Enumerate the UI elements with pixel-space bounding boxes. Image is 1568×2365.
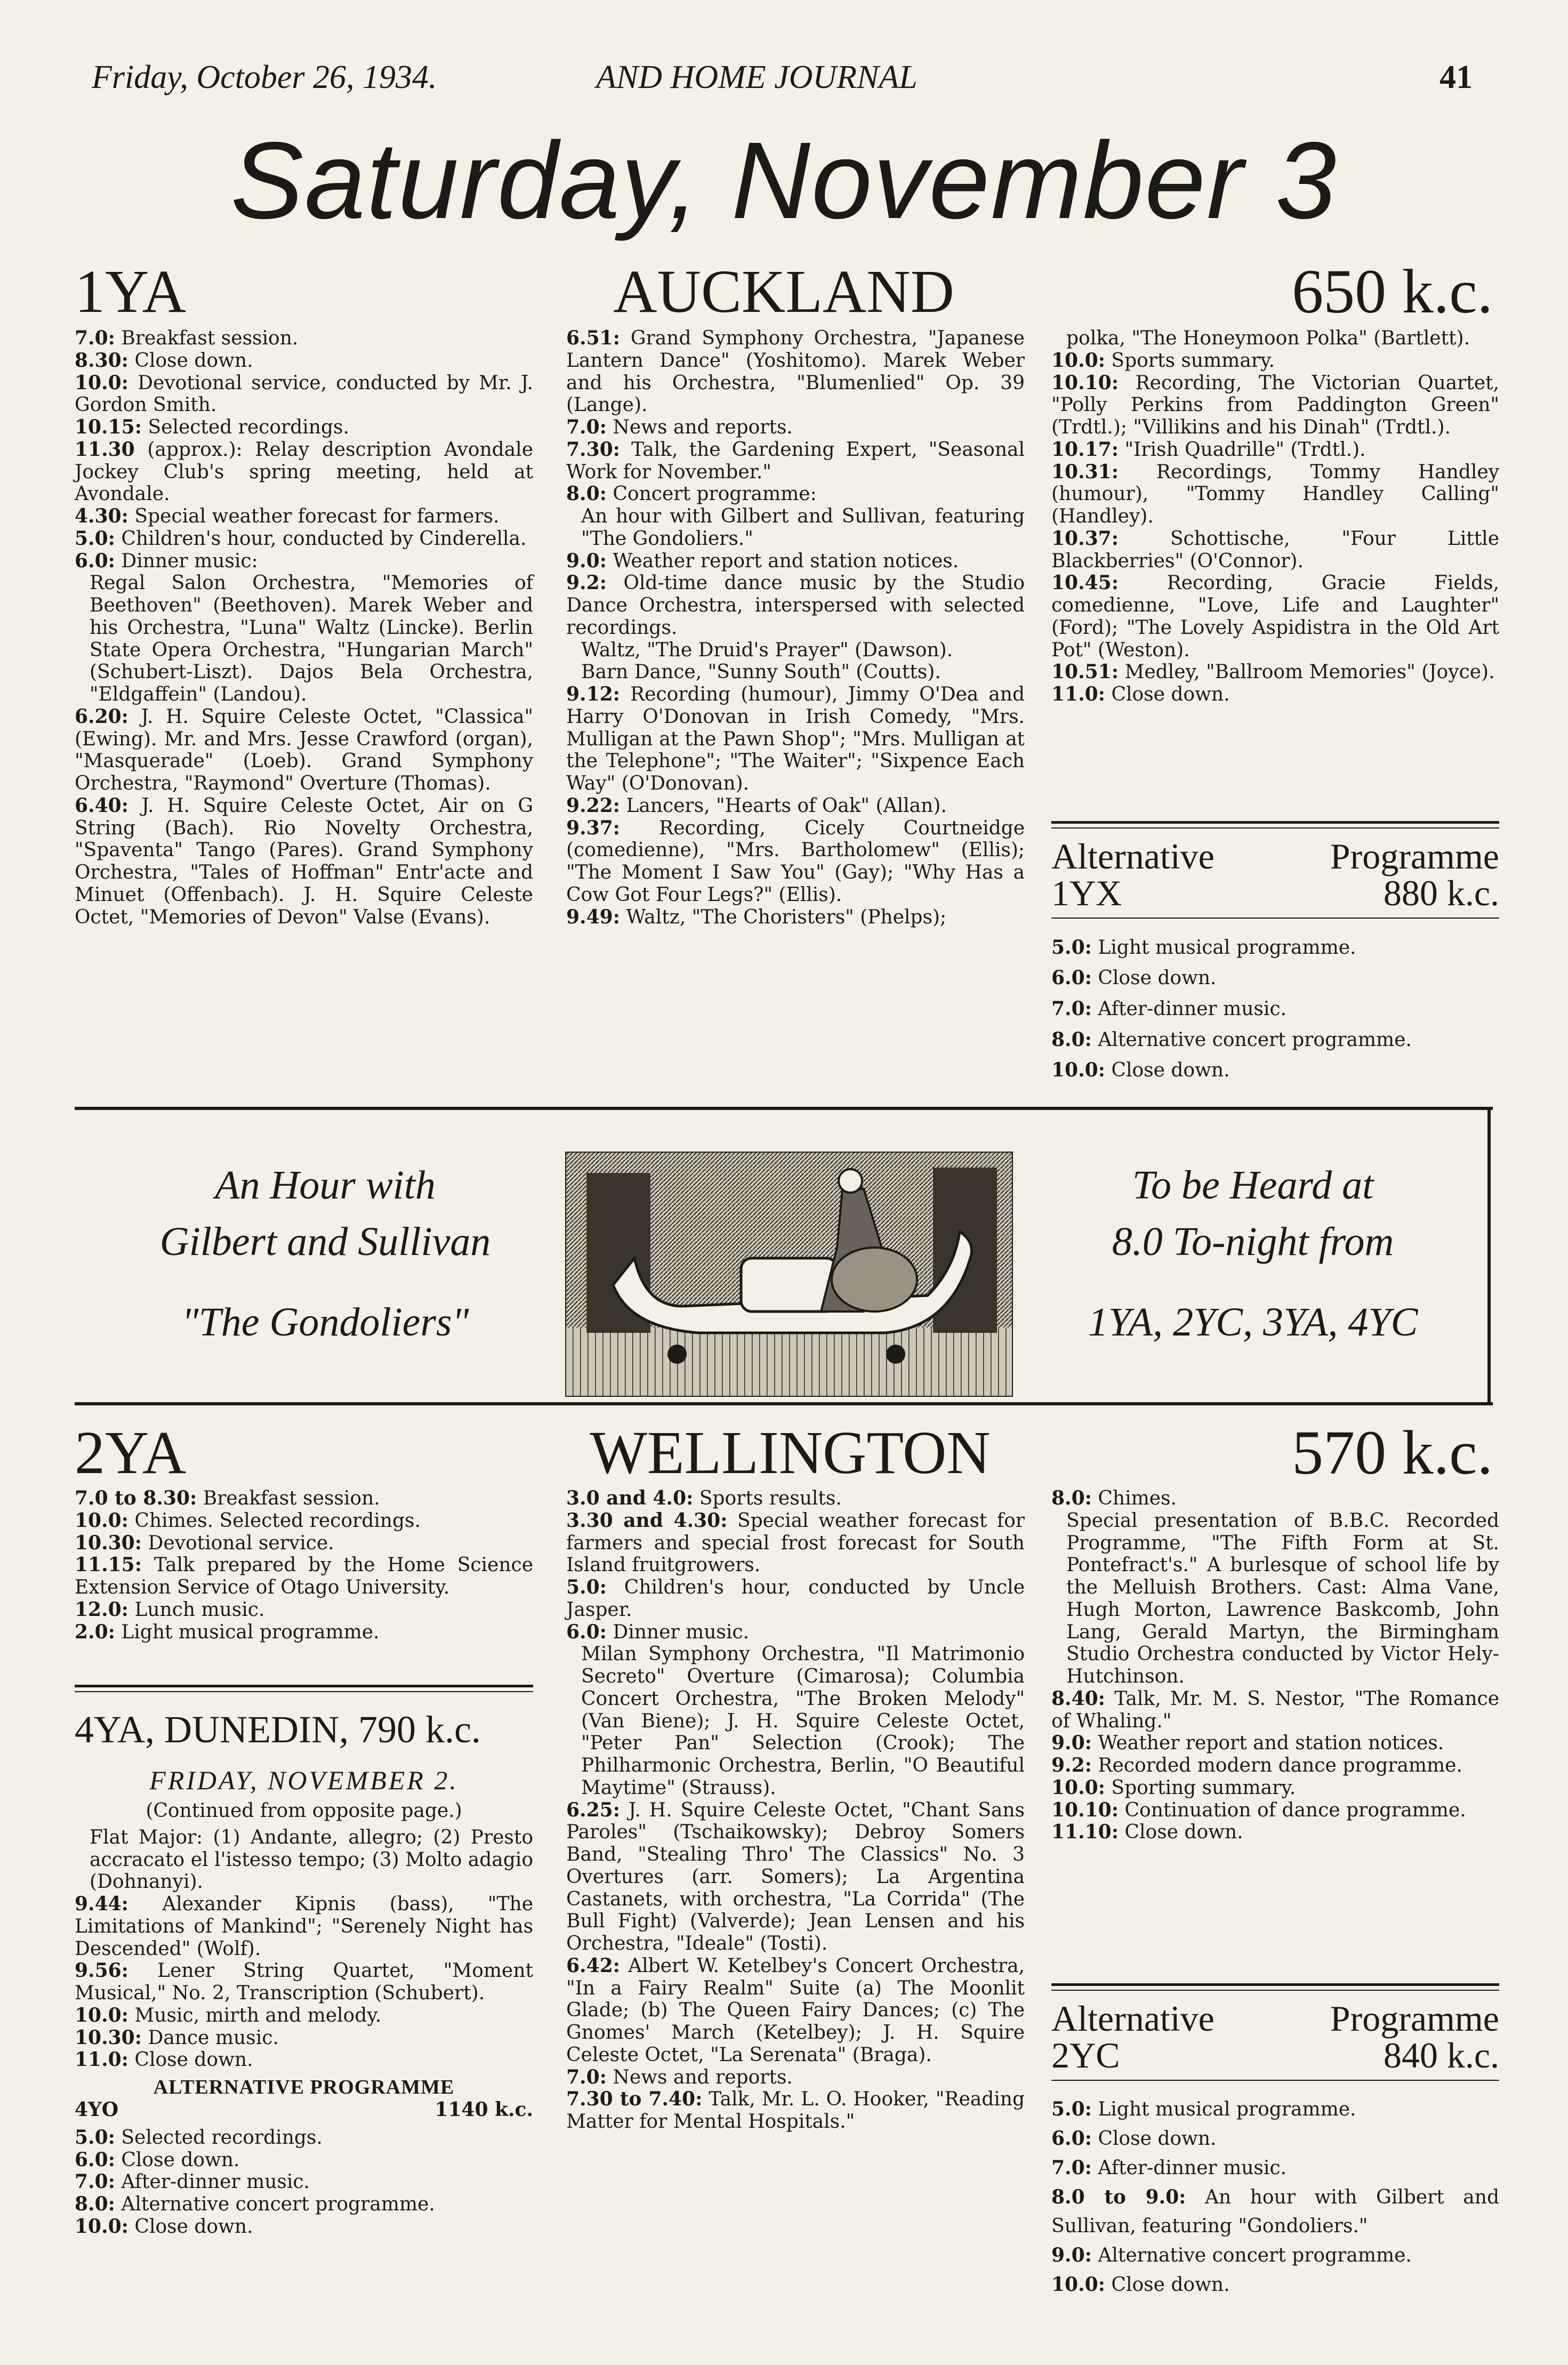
programme-entry: [566, 2088, 1025, 2133]
entry-time: 11.15:: [75, 1554, 142, 1576]
programme-entry: [566, 661, 1025, 683]
page-title: Saturday, November 3: [230, 119, 1338, 242]
dunedin-date: FRIDAY, NOVEMBER 2.: [149, 1765, 459, 1795]
alt-label: Programme: [1330, 1998, 1499, 2039]
page-number: 41: [1440, 59, 1473, 95]
entry-text: Barn Dance, "Sunny South" (Coutts).: [581, 661, 941, 683]
entry-text: Medley, "Ballroom Memories" (Joyce).: [1119, 661, 1495, 683]
programme-entry: [1051, 2095, 1499, 2124]
entry-time: 2.0:: [75, 1620, 115, 1643]
entry-time: 4.30:: [75, 505, 128, 527]
programme-entry: [566, 505, 1025, 550]
entry-text: J. H. Squire Celeste Octet, "Classica" (Ewing). Mr. and Mrs. Jesse Crawford (organ), "Masquerade" (Loeb). Grand Symphony Orchestra, "Raymond" Overture (Thomas).: [75, 705, 533, 794]
entry-text: Chimes. Selected recordings.: [128, 1509, 421, 1532]
entry-time: 7.0:: [566, 416, 607, 438]
entry-time: 11.0:: [1051, 683, 1105, 705]
entry-time: 9.2:: [566, 572, 607, 594]
entry-time: 8.0:: [1051, 1028, 1092, 1051]
programme-entry: [1051, 461, 1499, 528]
entry-text: Waltz, "The Choristers" (Phelps);: [620, 906, 947, 928]
entry-text: Talk prepared by the Home Science Extension Service of Otago University.: [75, 1554, 533, 1598]
programme-entry: [1051, 2270, 1499, 2299]
entry-time: 12.0:: [75, 1598, 128, 1621]
programme-entry: [1051, 1821, 1499, 1844]
programme-entry: [1051, 528, 1499, 573]
entry-text: Albert W. Ketelbey's Concert Orchestra, "In a Fairy Realm" Suite (a) The Moonlit Glade; (b) The Queen Fairy Dances; (c) The Gnomes' March (Ketelbey); J. H. Squire Celeste Octet, "La Serenata" (Braga).: [566, 1954, 1025, 2066]
station-city-auckland: AUCKLAND: [613, 258, 954, 325]
alt-call-4yo: 4YO: [75, 2098, 119, 2121]
programme-entry: [566, 639, 1025, 662]
entry-text: Special weather forecast for farmers and special frost forecast for South Island fruitgrowers.: [566, 1509, 1025, 1576]
programme-entry: [1051, 350, 1499, 372]
dunedin-heading: 4YA, DUNEDIN, 790 k.c.: [75, 1708, 481, 1751]
entry-time: 8.0:: [566, 482, 607, 505]
programme-entry: [566, 1955, 1025, 2066]
programme-entry: [75, 1532, 533, 1555]
programme-entry: [1051, 439, 1499, 461]
entry-time: 10.37:: [1051, 527, 1119, 550]
entry-text: Concert programme:: [606, 483, 817, 505]
entry-text: Close down.: [128, 2049, 253, 2071]
programme-entry: [566, 572, 1025, 639]
entry-text: Close down.: [1105, 1059, 1230, 1082]
entry-time: 7.0:: [566, 2065, 607, 2088]
entry-text: Dinner music:: [115, 550, 258, 572]
entry-text: Close down.: [128, 2215, 253, 2238]
entry-text: J. H. Squire Celeste Octet, "Chant Sans Paroles" (Tschaikowsky); Debroy Somers Band, "Stealing Thro' The Classics" No. 3 Overtures (arr. Somers); La Argentina Castanets, with orchestra, "La Corrida" (The Bull Fight) (Valverde); Jean Lensen and his Orchestra, "Ideale" (Tosti).: [566, 1799, 1025, 1954]
entry-text: Recorded modern dance programme.: [1091, 1755, 1462, 1776]
programme-entry: [75, 1621, 533, 1644]
programme-entry: [566, 550, 1025, 573]
entry-text: Continuation of dance programme.: [1119, 1799, 1466, 1821]
entry-time: 5.0:: [1051, 2097, 1092, 2120]
entry-time: 10.0:: [75, 1509, 128, 1532]
programme-entry: [566, 2066, 1025, 2089]
programme-entry: [566, 483, 1025, 505]
entry-time: 10.31:: [1051, 460, 1119, 483]
programme-entry: [75, 2027, 533, 2049]
alt-list-1yx: [1051, 932, 1499, 1086]
gondola-illustration: [565, 1152, 1013, 1397]
entry-time: 10.0:: [75, 371, 128, 394]
alt-label: Alternative: [1051, 836, 1215, 876]
entry-time: 5.0:: [75, 527, 115, 550]
entry-time: 6.51:: [566, 327, 620, 349]
programme-entry: [75, 1510, 533, 1532]
programme-entry: [75, 2149, 533, 2171]
entry-text: Talk, Mr. M. S. Nestor, "The Romance of Whaling.": [1051, 1687, 1499, 1732]
entry-text: Sporting summary.: [1105, 1776, 1296, 1799]
entry-text: Recording, Gracie Fields, comedienne, "Love, Life and Laughter" (Ford); "The Lovely Aspidistra in the Old Art Pot" (Weston).: [1051, 572, 1499, 661]
entry-text: Dinner music.: [606, 1621, 749, 1643]
entry-text: Old-time dance music by the Studio Dance Orchestra, interspersed with selected recordings.: [566, 572, 1025, 639]
entry-time: 9.0:: [1051, 1732, 1092, 1755]
entry-text: News and reports.: [606, 2066, 793, 2088]
entry-text: Lener String Quartet, "Moment Musical," No. 2, Transcription (Schubert).: [75, 1960, 533, 2004]
entry-text: (approx.): Relay description Avondale Jockey Club's spring meeting, held at Avondale.: [75, 438, 533, 505]
banner-bottom-rule: [75, 1402, 1493, 1405]
entry-text: After-dinner music.: [1091, 998, 1287, 1020]
programme-entry: [75, 572, 533, 706]
entry-time: 5.0:: [75, 2126, 115, 2149]
station-call-2ya: 2YA: [75, 1419, 187, 1486]
entry-text: Breakfast session.: [115, 327, 299, 349]
programme-entry: [1051, 1799, 1499, 1822]
programme-entry: [566, 817, 1025, 906]
entry-text: Children's hour, conducted by Uncle Jasper.: [566, 1576, 1025, 1621]
station-freq-2ya: 570 k.c.: [1292, 1418, 1493, 1487]
dunedin-alt-station: [75, 2099, 533, 2121]
wellington-column-3: [1051, 1487, 1499, 1844]
entry-text: Light musical programme.: [115, 1621, 380, 1643]
entry-time: 6.0:: [75, 2148, 115, 2171]
entry-time: 5.0:: [566, 1576, 607, 1598]
entry-text: Schottische, "Four Little Blackberries" (O'Connor).: [1051, 527, 1499, 572]
entry-time: 7.30 to 7.40:: [566, 2088, 703, 2111]
banner-left-text: An Hour with Gilbert and Sullivan "The Gondoliers": [159, 1163, 491, 1345]
alt-call-1yx: 1YX: [1051, 873, 1122, 914]
programme-entry: [566, 1643, 1025, 1799]
wellington-column-2: [566, 1487, 1025, 2133]
divider: [1051, 2080, 1499, 2081]
dunedin-list: [75, 1827, 533, 2071]
programme-entry: [75, 528, 533, 550]
entry-text: Milan Symphony Orchestra, "Il Matrimonio Secreto" Overture (Cimarosa); Columbia Concert Orchestra, "The Broken Melody" (Van Biene); J. H. Squire Celeste Octet, "Peter Pan" Selection (Crook); The Philharmonic Orchestra, Berlin, "O Beautiful Maytime" (Strauss).: [581, 1643, 1025, 1799]
entry-text: Children's hour, conducted by Cinderella.: [115, 527, 527, 550]
entry-time: 9.56:: [75, 1959, 128, 1982]
entry-time: 8.0 to 9.0:: [1051, 2185, 1186, 2208]
alt-call-2yc: 2YC: [1051, 2035, 1120, 2076]
entry-text: Special presentation of B.B.C. Recorded Programme, "The Fifth Form at St. Pontefract's." A burlesque of school life by the Melluish Brothers. Cast: Alma Vane, Hugh Morton, Lawrence Baskcomb, John Lang, Gerald Martyn, the Birmingham Studio Orchestra conducted by Victor Hely-Hutchinson.: [1066, 1509, 1499, 1687]
entry-time: 10.0:: [1051, 2273, 1105, 2296]
entry-time: 9.49:: [566, 905, 620, 928]
entry-time: 10.0:: [75, 2215, 128, 2238]
entry-time: 11.0:: [75, 2048, 128, 2071]
entry-time: 9.37:: [566, 816, 620, 839]
entry-text: Close down.: [1091, 2127, 1217, 2150]
programme-entry: [1051, 661, 1499, 683]
entry-time: 10.17:: [1051, 438, 1119, 461]
entry-time: 10.30:: [75, 2026, 142, 2049]
entry-time: 6.20:: [75, 705, 128, 728]
entry-time: 7.30:: [566, 438, 620, 461]
entry-text: Music, mirth and melody.: [128, 2004, 382, 2026]
programme-entry: [75, 2171, 533, 2193]
programme-entry: [1051, 2153, 1499, 2183]
station-call-1ya: 1YA: [75, 258, 187, 325]
entry-time: 8.40:: [1051, 1687, 1105, 1710]
divider: [1051, 821, 1499, 828]
programme-entry: [75, 505, 533, 528]
programme-entry: [75, 550, 533, 573]
alt-freq-2yc: 840 k.c.: [1383, 2035, 1499, 2076]
programme-entry: [75, 2193, 533, 2216]
programme-entry: [566, 683, 1025, 795]
divider: [1051, 918, 1499, 919]
entry-text: Talk, Mr. L. O. Hooker, "Reading Matter for Mental Hospitals.": [566, 2088, 1025, 2133]
entry-time: 6.0:: [566, 1620, 607, 1643]
programme-entry: [1051, 994, 1499, 1025]
programme-entry: [1051, 2124, 1499, 2153]
entry-text: Devotional service.: [142, 1532, 334, 1554]
entry-time: 8.0:: [1051, 1487, 1092, 1509]
alt-freq-1yx: 880 k.c.: [1383, 873, 1499, 914]
programme-entry: [1051, 1025, 1499, 1056]
programme-entry: [566, 327, 1025, 416]
programme-entry: [1051, 327, 1499, 350]
programme-entry: [75, 795, 533, 929]
station-freq-1ya: 650 k.c.: [1292, 256, 1493, 326]
alt-programme-1yx: [1051, 821, 1499, 1086]
entry-text: Sports results.: [693, 1487, 842, 1509]
entry-text: Special weather forecast for farmers.: [128, 505, 500, 527]
programme-entry: [1051, 2241, 1499, 2270]
entry-text: Lunch music.: [128, 1598, 265, 1621]
banner-top-rule: [75, 1107, 1493, 1110]
entry-time: 11.10:: [1051, 1821, 1119, 1844]
entry-time: 3.30 and 4.30:: [566, 1509, 728, 1532]
entry-time: 7.0:: [75, 327, 115, 349]
entry-time: 10.0:: [1051, 1776, 1105, 1799]
entry-text: An hour with Gilbert and Sullivan, featuring "The Gondoliers.": [581, 505, 1025, 550]
dunedin-continued: (Continued from opposite page.): [146, 1800, 462, 1822]
entry-text: Lancers, "Hearts of Oak" (Allan).: [620, 794, 947, 817]
auckland-column-2: [566, 327, 1025, 928]
programme-entry: [1051, 1055, 1499, 1086]
entry-text: Close down.: [128, 349, 253, 372]
entry-time: 10.10:: [1051, 1798, 1119, 1821]
entry-text: Selected recordings.: [142, 416, 349, 438]
programme-entry: [566, 795, 1025, 817]
alt-list-2yc: [1051, 2095, 1499, 2299]
programme-entry: [1051, 1755, 1499, 1777]
wellington-column-1: [75, 1487, 533, 1643]
auckland-column-3: [1051, 327, 1499, 706]
entry-text: Chimes.: [1091, 1487, 1177, 1509]
programme-entry: [75, 327, 533, 350]
entry-text: Close down.: [1105, 2273, 1230, 2296]
programme-entry: [1051, 683, 1499, 706]
dunedin-section: [75, 1685, 533, 2238]
entry-text: News and reports.: [606, 416, 793, 438]
entry-time: 10.0:: [1051, 349, 1105, 372]
alt-label: Programme: [1330, 836, 1499, 876]
programme-entry: [75, 2005, 533, 2027]
entry-text: Devotional service, conducted by Mr. J. Gordon Smith.: [75, 372, 533, 416]
entry-text: Close down.: [1119, 1821, 1243, 1844]
programme-entry: [75, 2216, 533, 2238]
programme-entry: [566, 416, 1025, 439]
entry-text: Alternative concert programme.: [1091, 1028, 1412, 1051]
entry-text: Flat Major: (1) Andante, allegro; (2) Presto accracato el l'istesso tempo; (3) Molto adagio (Dohnanyi).: [90, 1826, 533, 1893]
banner-right-text: To be Heard at 8.0 To-night from 1YA, 2YC, 3YA, 4YC: [1088, 1163, 1418, 1345]
entry-text: Recording, Cicely Courtneidge (comedienne), "Mrs. Bartholomew" (Ellis); "The Moment I Saw You" (Gay); "Why Has a Cow Got Four Legs?" (Ellis).: [566, 817, 1025, 906]
programme-entry: [75, 1599, 533, 1621]
programme-entry: [566, 1487, 1025, 1510]
entry-time: 10.15:: [75, 416, 142, 438]
dunedin-alt-heading: ALTERNATIVE PROGRAMME: [153, 2076, 455, 2098]
programme-entry: [75, 1893, 533, 1960]
alt-programme-2yc: [1051, 1983, 1499, 2299]
entry-time: 9.2:: [1051, 1754, 1092, 1776]
entry-time: 9.22:: [566, 794, 620, 817]
entry-time: 6.0:: [1051, 967, 1092, 990]
entry-time: 6.0:: [75, 549, 115, 572]
entry-text: Alternative concert programme.: [1091, 2244, 1412, 2266]
entry-time: 8.30:: [75, 349, 128, 372]
programme-entry: [75, 416, 533, 439]
programme-entry: [1051, 1510, 1499, 1688]
programme-entry: [1051, 1777, 1499, 1799]
entry-time: 9.44:: [75, 1893, 128, 1915]
entry-time: 9.0:: [1051, 2243, 1092, 2266]
entry-time: 3.0 and 4.0:: [566, 1487, 694, 1509]
entry-text: Regal Salon Orchestra, "Memories of Beethoven" (Beethoven). Marek Weber and his Orchestra, "Luna" Waltz (Lincke). Berlin State Opera Orchestra, "Hungarian March" (Schubert-Liszt). Dajos Bela Orchestra, "Eldgaffein" (Landou).: [90, 572, 533, 705]
programme-entry: [75, 2127, 533, 2149]
entry-time: 7.0:: [75, 2170, 115, 2193]
dunedin-alt-list: [75, 2127, 533, 2238]
entry-time: 5.0:: [1051, 936, 1092, 959]
programme-entry: [75, 350, 533, 372]
programme-entry: [75, 1827, 533, 1893]
programme-entry: [1051, 572, 1499, 661]
entry-text: Weather report and station notices.: [1091, 1732, 1444, 1755]
entry-text: Talk, the Gardening Expert, "Seasonal Work for November.": [566, 438, 1025, 483]
divider: [75, 1685, 533, 1692]
entry-time: 10.0:: [1051, 1059, 1105, 1082]
programme-entry: [1051, 963, 1499, 994]
entry-time: 6.25:: [566, 1798, 620, 1821]
entry-text: Recordings, Tommy Handley (humour), "Tommy Handley Calling" (Handley).: [1051, 461, 1499, 527]
journal-name: AND HOME JOURNAL: [596, 59, 918, 95]
programme-entry: [75, 1554, 533, 1599]
entry-text: After-dinner music.: [1091, 2157, 1287, 2179]
programme-entry: [566, 1510, 1025, 1576]
entry-time: 10.51:: [1051, 661, 1119, 683]
entry-text: Breakfast session.: [197, 1487, 380, 1509]
entry-time: 11.30: [75, 438, 135, 461]
entry-text: Recording, The Victorian Quartet, "Polly Perkins from Paddington Green" (Trdtl.); "Villikins and his Dinah" (Trdtl.).: [1051, 372, 1499, 438]
programme-entry: [566, 1621, 1025, 1644]
programme-entry: [75, 2049, 533, 2071]
entry-text: An hour with Gilbert and Sullivan, featuring "Gondoliers.": [1051, 2186, 1500, 2237]
programme-entry: [566, 1799, 1025, 1955]
programme-entry: [1051, 2183, 1499, 2241]
entry-text: Weather report and station notices.: [606, 550, 959, 572]
entry-text: Recording (humour), Jimmy O'Dea and Harry O'Donovan in Irish Comedy, "Mrs. Mulligan at the Pawn Shop"; "Mrs. Mulligan at the Telephone"; "The Waiter"; "Sixpence Each Way" (O'Donovan).: [566, 683, 1025, 794]
entry-text: Sports summary.: [1105, 349, 1275, 372]
entry-time: 10.45:: [1051, 572, 1119, 594]
entry-text: Alternative concert programme.: [115, 2193, 435, 2215]
programme-entry: [1051, 1487, 1499, 1510]
entry-text: Grand Symphony Orchestra, "Japanese Lantern Dance" (Yoshitomo). Marek Weber and his Orchestra, "Blumenlied" Op. 39 (Lange).: [566, 327, 1025, 416]
entry-time: 10.0:: [75, 2004, 128, 2026]
entry-text: Close down.: [1105, 683, 1230, 705]
station-city-wellington: WELLINGTON: [590, 1419, 991, 1486]
alt-freq-4yo: 1140 k.c.: [435, 2098, 533, 2121]
programme-entry: [75, 372, 533, 417]
entry-time: 6.40:: [75, 794, 128, 817]
entry-text: After-dinner music.: [115, 2171, 310, 2193]
entry-text: Selected recordings.: [115, 2126, 323, 2149]
entry-text: Close down.: [1091, 967, 1217, 990]
entry-time: 10.30:: [75, 1531, 142, 1554]
entry-text: Close down.: [115, 2149, 240, 2171]
entry-time: 9.0:: [566, 549, 607, 572]
entry-text: Light musical programme.: [1091, 936, 1356, 959]
entry-time: 7.0:: [1051, 2156, 1092, 2179]
programme-entry: [566, 439, 1025, 484]
auckland-column-1: [75, 327, 533, 928]
entry-time: 6.0:: [1051, 2127, 1092, 2150]
programme-entry: [566, 1576, 1025, 1621]
entry-time: 7.0 to 8.30:: [75, 1487, 197, 1509]
entry-text: polka, "The Honeymoon Polka" (Bartlett).: [1066, 327, 1470, 349]
programme-entry: [1051, 1688, 1499, 1733]
divider: [1051, 1983, 1499, 1991]
programme-entry: [1051, 1732, 1499, 1755]
programme-entry: [75, 439, 533, 505]
programme-entry: [1051, 372, 1499, 439]
entry-text: Light musical programme.: [1091, 2098, 1356, 2120]
alt-label: Alternative: [1051, 1998, 1215, 2039]
entry-time: 7.0:: [1051, 997, 1092, 1020]
entry-time: 10.10:: [1051, 371, 1119, 394]
programme-entry: [75, 1960, 533, 2005]
entry-time: 6.42:: [566, 1954, 620, 1977]
banner-side-rule: [1487, 1107, 1491, 1405]
programme-entry: [75, 1487, 533, 1510]
entry-text: "Irish Quadrille" (Trdtl.).: [1119, 438, 1366, 461]
programme-entry: [566, 906, 1025, 929]
entry-text: Alexander Kipnis (bass), "The Limitations of Mankind"; "Serenely Night has Descended" (Wolf).: [75, 1893, 533, 1960]
entry-time: 8.0:: [75, 2193, 115, 2215]
entry-text: Dance music.: [142, 2026, 279, 2049]
issue-date: Friday, October 26, 1934.: [92, 59, 437, 95]
programme-entry: [1051, 932, 1499, 963]
programme-entry: [75, 706, 533, 795]
entry-text: Waltz, "The Druid's Prayer" (Dawson).: [581, 639, 953, 661]
entry-time: 9.12:: [566, 683, 620, 705]
entry-text: J. H. Squire Celeste Octet, Air on G String (Bach). Rio Novelty Orchestra, "Spaventa" Tango (Pares). Grand Symphony Orchestra, "Tales of Hoffman" Entr'acte and Minuet (Offenbach). J. H. Squire Celeste Octet, "Memories of Devon" Valse (Evans).: [75, 794, 533, 928]
